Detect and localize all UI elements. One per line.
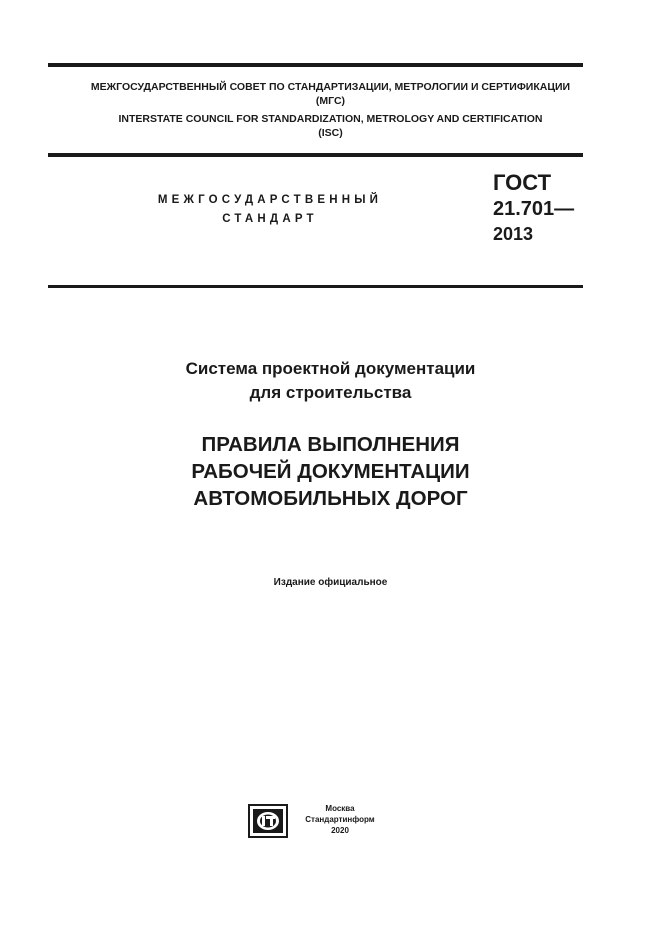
main-title-line1: ПРАВИЛА ВЫПОЛНЕНИЯ [201,433,460,456]
publisher-block [300,803,380,836]
publisher-city: Москва [325,804,355,813]
publisher-year: 2020 [331,826,349,835]
gost-designation [493,170,574,246]
council-name-en: INTERSTATE COUNCIL FOR STANDARDIZATION, METROLOGY AND CERTIFICATION [118,113,543,125]
standard-label-line1: МЕЖГОСУДАРСТВЕННЫЙ [157,194,383,206]
header-divider [48,153,583,157]
subtitle-line2: для строительства [249,383,412,402]
gost-title: ГОСТ [493,170,552,195]
main-title-line2: РАБОЧЕЙ ДОКУМЕНТАЦИИ [191,460,470,483]
publisher-name: Стандартинформ [305,815,375,824]
gost-year: 2013 [493,224,534,244]
council-abbr-ru: (МГС) [315,95,346,107]
standard-label-line2: СТАНДАРТ [222,213,318,225]
subtitle-line1: Система проектной документации [185,359,476,378]
gost-number: 21.701— [493,198,575,220]
council-abbr-en: (ISC) [318,127,343,139]
top-rule [48,63,583,67]
council-name-ru: МЕЖГОСУДАРСТВЕННЫЙ СОВЕТ ПО СТАНДАРТИЗАЦИИ, МЕТРОЛОГИИ И СЕРТИФИКАЦИИ [90,81,571,93]
standartinform-logo-icon [248,804,288,838]
main-title-line3: АВТОМОБИЛЬНЫХ ДОРОГ [193,487,468,510]
edition-label: Издание официальное [273,577,388,588]
standard-divider [48,285,583,288]
